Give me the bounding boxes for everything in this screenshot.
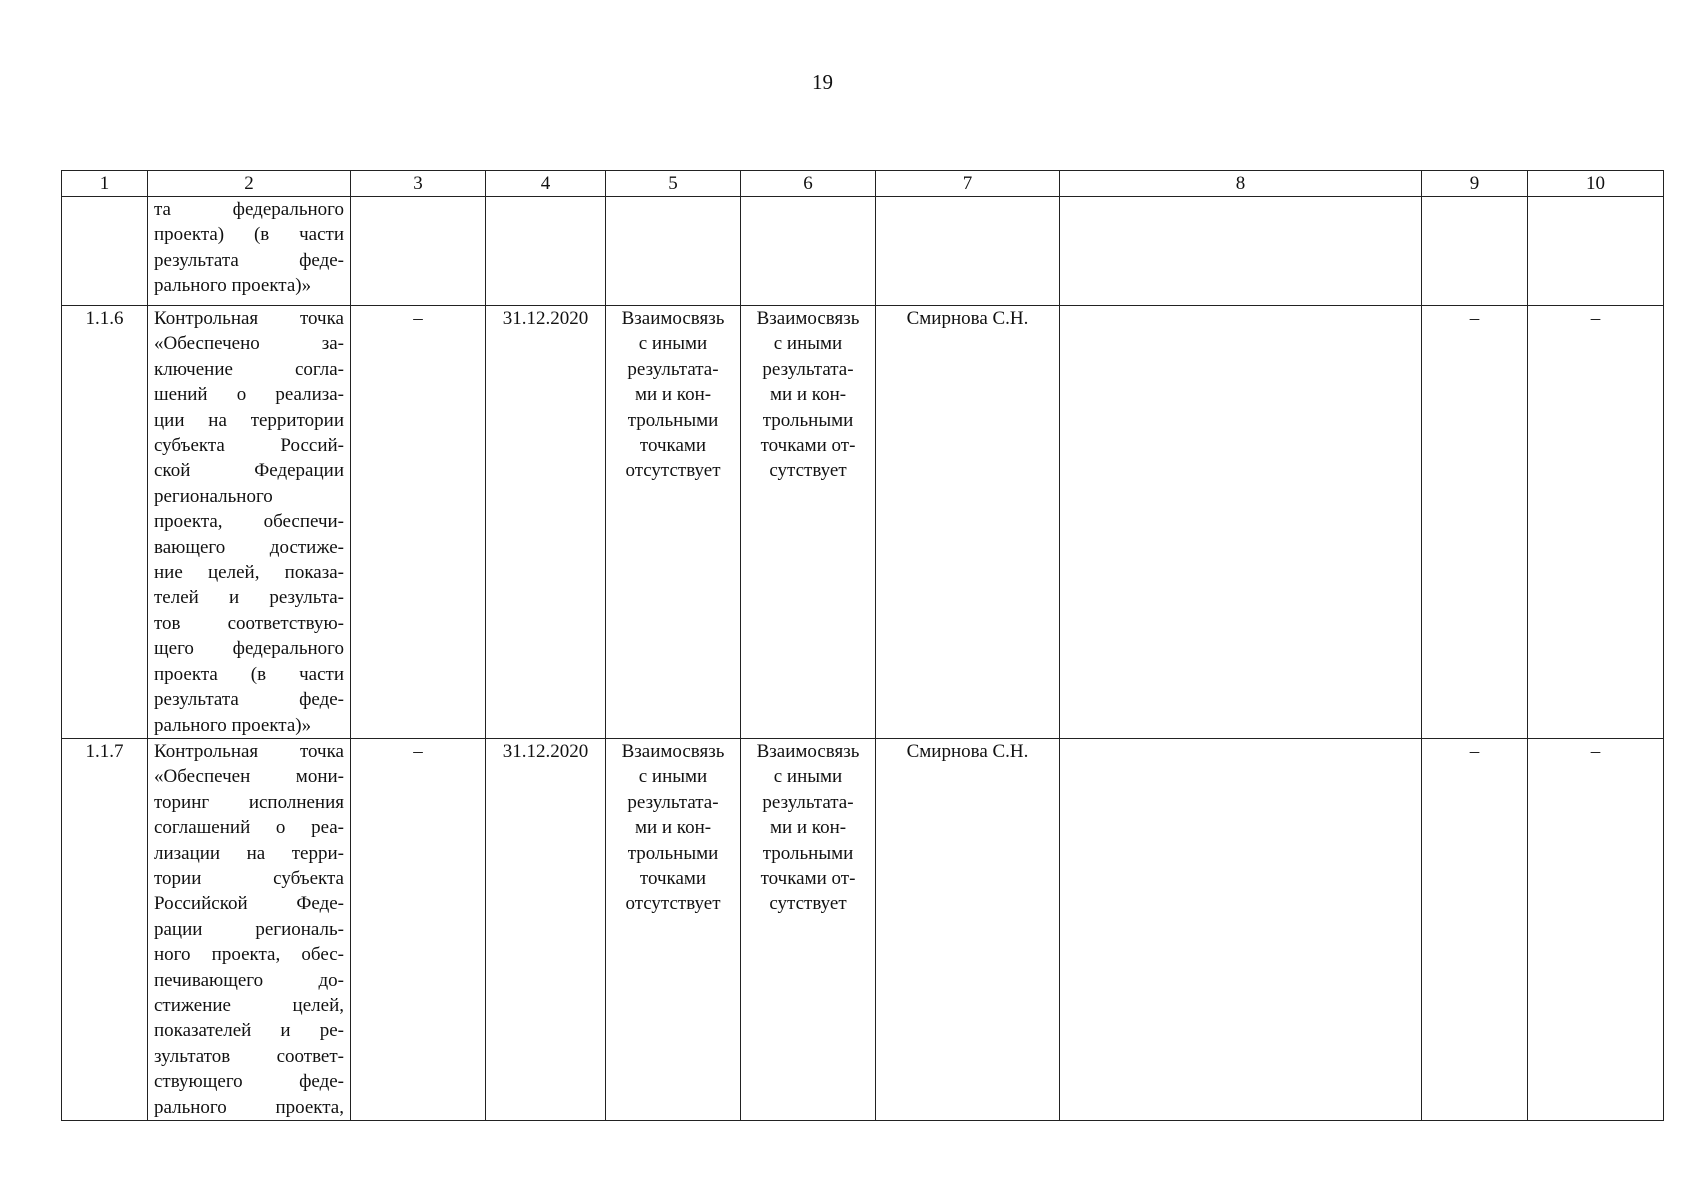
text-line: сутствует <box>769 893 847 915</box>
cell-name <box>148 739 351 1121</box>
name-line: вающего достиже- <box>154 536 344 558</box>
text-line: с иными <box>773 333 843 355</box>
text-line: результата- <box>627 358 719 380</box>
column-header-3: 3 <box>351 171 486 197</box>
name-line: рального проекта)» <box>154 275 312 297</box>
text-line: сутствует <box>769 460 847 482</box>
text-line: точками от- <box>760 868 856 890</box>
cell-number <box>62 197 148 306</box>
name-line: Контрольная точка <box>154 308 344 329</box>
name-line: зультатов соответ- <box>154 1045 344 1067</box>
cell-col8 <box>1060 306 1422 739</box>
cell-col6 <box>741 306 876 739</box>
page-number: 19 <box>812 70 833 94</box>
cell-number: 1.1.7 <box>62 739 148 1121</box>
text-line: трольными <box>627 409 719 431</box>
text-line: точками от- <box>760 435 856 457</box>
name-line: рации региональ- <box>154 918 344 940</box>
cell-col6 <box>741 739 876 1121</box>
name-line: ской Федерации <box>154 460 344 482</box>
name-line: ние целей, показа- <box>154 562 344 584</box>
name-line: ного проекта, обес- <box>154 944 344 966</box>
text-line: трольными <box>762 409 854 431</box>
text-line: ми и кон- <box>634 384 712 406</box>
name-line: ключение согла- <box>154 358 344 380</box>
text-line: трольными <box>627 842 719 864</box>
cell-col3: – <box>351 739 486 1121</box>
cell-col10: – <box>1528 739 1664 1121</box>
name-line: «Обеспечено за- <box>154 333 344 355</box>
cell-col8 <box>1060 739 1422 1121</box>
cell-col9: – <box>1422 739 1528 1121</box>
name-line: телей и результа- <box>154 587 344 609</box>
name-line: показателей и ре- <box>154 1020 344 1042</box>
cell-col6 <box>741 197 876 306</box>
column-header-8: 8 <box>1060 171 1422 197</box>
text-line: с иными <box>773 766 843 788</box>
column-header-10: 10 <box>1528 171 1664 197</box>
cell-name <box>148 197 351 306</box>
column-header-1: 1 <box>62 171 148 197</box>
cell-date <box>486 197 606 306</box>
name-line: проекта (в части <box>154 663 344 685</box>
name-line: тории субъекта <box>154 868 344 890</box>
column-number-header-row <box>62 171 1664 197</box>
text-line: точками <box>639 868 707 890</box>
column-header-6: 6 <box>741 171 876 197</box>
text-line: результата- <box>627 791 719 813</box>
control-points-table <box>61 170 1664 1121</box>
table-row <box>62 306 1664 739</box>
text-line: отсутствует <box>625 893 721 915</box>
cell-col3 <box>351 197 486 306</box>
cell-responsible: Смирнова С.Н. <box>876 739 1060 1121</box>
name-line: рального проекта, <box>154 1096 344 1118</box>
text-line: Взаимосвязь <box>756 741 860 762</box>
cell-col10 <box>1528 197 1664 306</box>
name-line: стижение целей, <box>154 995 344 1017</box>
text-line: ми и кон- <box>769 384 847 406</box>
name-line: «Обеспечен мони- <box>154 766 344 788</box>
name-line: печивающего до- <box>154 969 344 991</box>
text-line: отсутствует <box>625 460 721 482</box>
name-line: тов соответствую- <box>154 612 344 634</box>
name-line: шений о реализа- <box>154 384 344 406</box>
text-line: Взаимосвязь <box>621 741 725 762</box>
cell-responsible <box>876 197 1060 306</box>
column-header-5: 5 <box>606 171 741 197</box>
name-line: проекта) (в части <box>154 224 344 246</box>
name-line: результата феде- <box>154 689 344 711</box>
name-line: Контрольная точка <box>154 741 344 762</box>
name-line: субъекта Россий- <box>154 435 344 457</box>
text-line: результата- <box>762 358 854 380</box>
text-line: ми и кон- <box>634 817 712 839</box>
name-line: торинг исполнения <box>154 791 344 813</box>
name-line: ствующего феде- <box>154 1071 344 1093</box>
column-header-7: 7 <box>876 171 1060 197</box>
cell-col5 <box>606 739 741 1121</box>
text-line: с иными <box>638 333 708 355</box>
table-row <box>62 739 1664 1121</box>
cell-col10: – <box>1528 306 1664 739</box>
text-line: ми и кон- <box>769 817 847 839</box>
name-line: Российской Феде- <box>154 893 344 915</box>
cell-col5 <box>606 306 741 739</box>
cell-number: 1.1.6 <box>62 306 148 739</box>
column-header-2: 2 <box>148 171 351 197</box>
name-line: та федерального <box>154 199 344 220</box>
table-row-continuation <box>62 197 1664 306</box>
name-line: рального проекта)» <box>154 714 312 736</box>
name-line: регионального <box>154 485 273 507</box>
name-line: проекта, обеспечи- <box>154 511 344 533</box>
name-line: результата феде- <box>154 249 344 271</box>
text-line: Взаимосвязь <box>621 308 725 329</box>
text-line: результата- <box>762 791 854 813</box>
cell-col3: – <box>351 306 486 739</box>
name-line: лизации на терри- <box>154 842 344 864</box>
cell-col8 <box>1060 197 1422 306</box>
column-header-9: 9 <box>1422 171 1528 197</box>
cell-name <box>148 306 351 739</box>
cell-date: 31.12.2020 <box>486 306 606 739</box>
cell-date: 31.12.2020 <box>486 739 606 1121</box>
cell-col5 <box>606 197 741 306</box>
name-line: ции на территории <box>154 409 344 431</box>
text-line: трольными <box>762 842 854 864</box>
cell-col9 <box>1422 197 1528 306</box>
text-line: Взаимосвязь <box>756 308 860 329</box>
text-line: точками <box>639 435 707 457</box>
cell-col9: – <box>1422 306 1528 739</box>
cell-responsible: Смирнова С.Н. <box>876 306 1060 739</box>
name-line: соглашений о реа- <box>154 817 344 839</box>
column-header-4: 4 <box>486 171 606 197</box>
name-line: щего федерального <box>154 638 344 660</box>
text-line: с иными <box>638 766 708 788</box>
